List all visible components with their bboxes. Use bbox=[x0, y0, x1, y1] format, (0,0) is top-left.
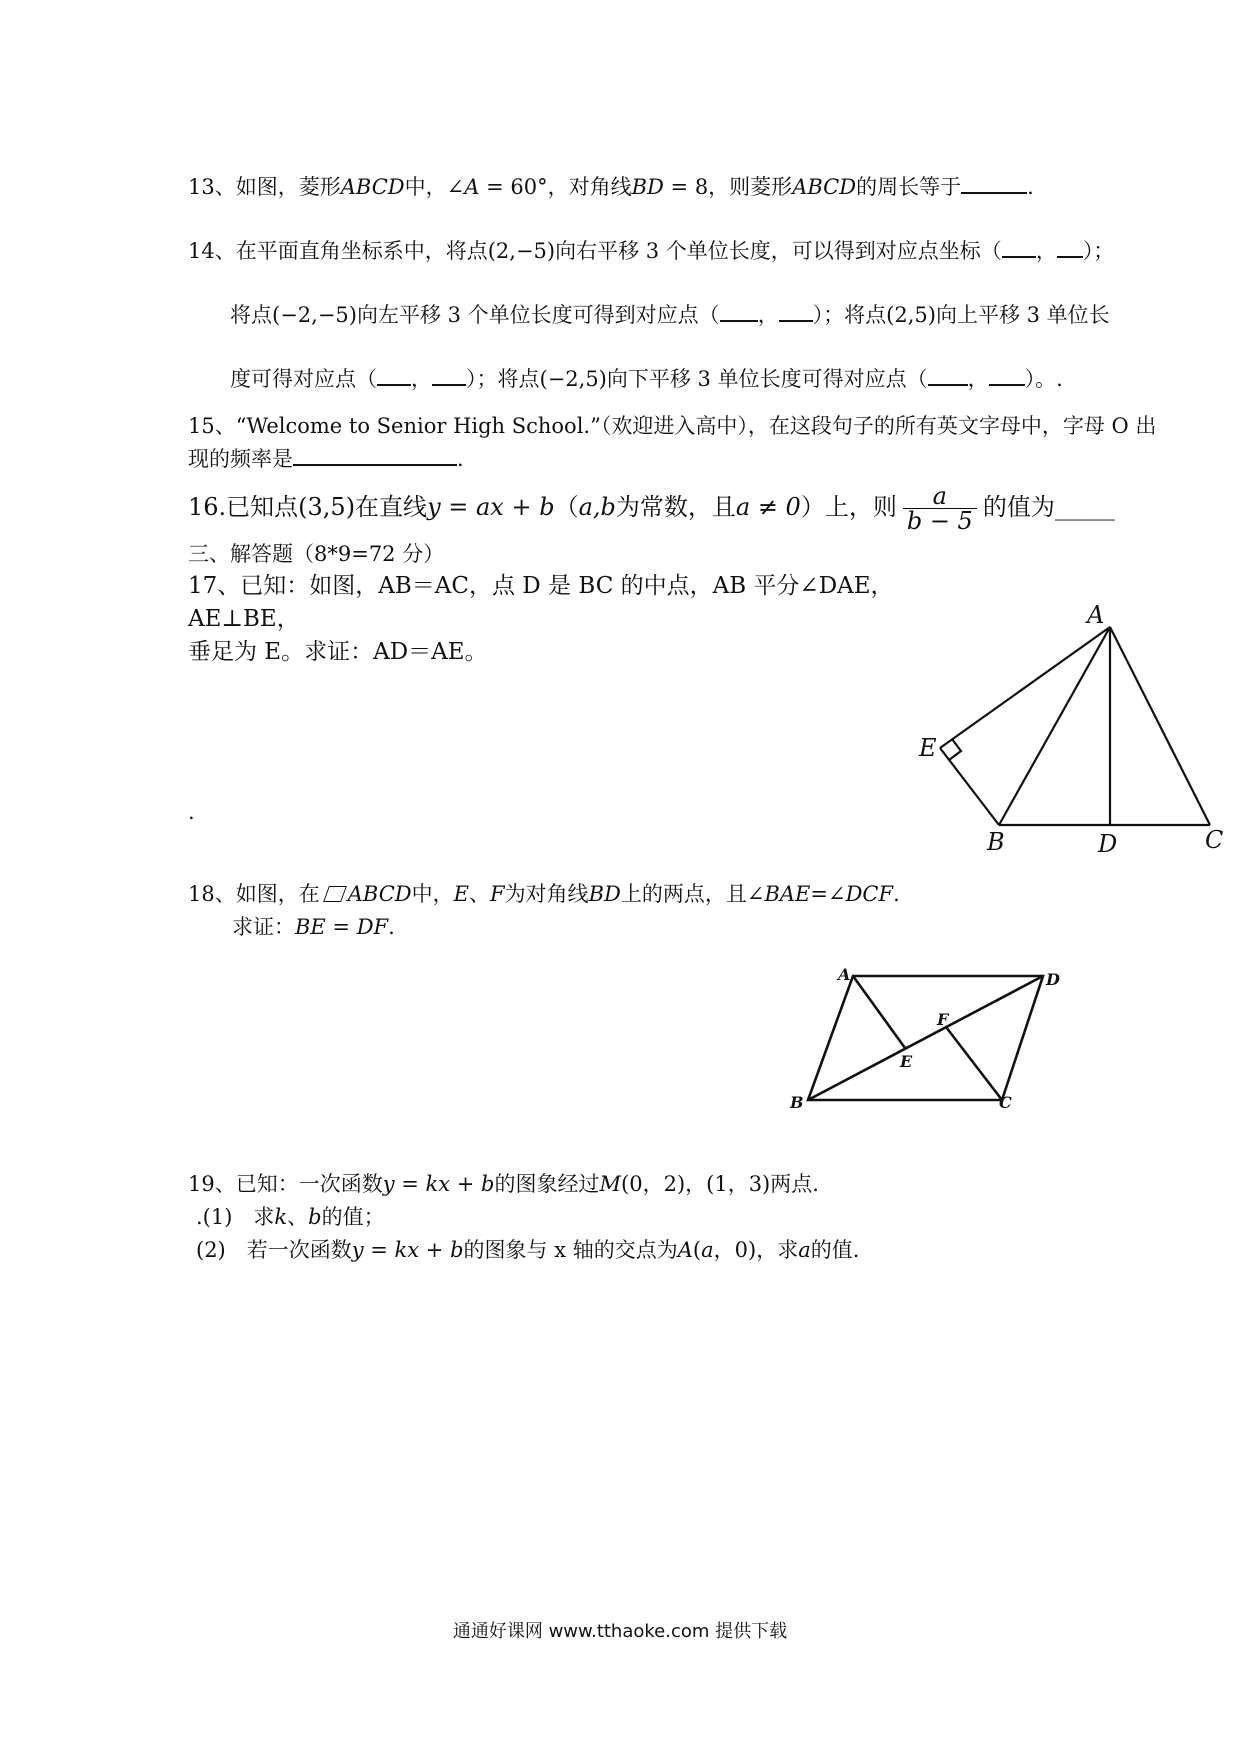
q16-ab: a,b bbox=[578, 493, 616, 521]
question-19-line-3 bbox=[196, 1236, 859, 1264]
q15-end: . bbox=[457, 447, 464, 471]
label-c: C bbox=[1205, 826, 1224, 854]
q18-l1-end: . bbox=[893, 882, 900, 906]
q18-l2-end: . bbox=[388, 915, 395, 939]
segment-ae bbox=[940, 627, 1110, 748]
q19-point-a: A bbox=[677, 1238, 693, 1262]
q18-abcd: ABCD bbox=[347, 882, 412, 906]
q13-angle-a: A bbox=[464, 175, 480, 199]
q19-b: b bbox=[308, 1205, 322, 1229]
q18-f: F bbox=[489, 882, 505, 906]
q19-l3-text-c: 的图象与 x 轴的交点为 bbox=[463, 1238, 678, 1262]
question-13 bbox=[188, 172, 1034, 201]
q14-l3-mid: ）；将点(−2,5)向下平移 3 单位长度可得对应点（ bbox=[466, 367, 928, 391]
question-14-line-3 bbox=[230, 364, 1063, 393]
q13-bd: BD bbox=[631, 175, 664, 199]
q19-a-2: a bbox=[798, 1238, 811, 1262]
q14-blank-1 bbox=[1002, 236, 1036, 258]
q18-l1-text-i: 上的两点，且∠ bbox=[620, 882, 765, 906]
q14-blank-3 bbox=[720, 300, 758, 322]
q17-stray-dot bbox=[188, 798, 195, 826]
q13-text-g: = 8，则菱形 bbox=[663, 175, 793, 199]
q14-blank-7 bbox=[928, 364, 968, 386]
label-b: B bbox=[987, 828, 1005, 856]
question-14-line-1 bbox=[188, 236, 1114, 265]
q19-l1-text-a: 19、已知：一次函数 bbox=[188, 1172, 383, 1196]
q14-l3-text: 度可得对应点（ bbox=[230, 367, 377, 391]
question-18-line-2 bbox=[232, 913, 395, 941]
q19-l3-end: 的值. bbox=[810, 1238, 860, 1262]
q19-equation: y = kx + b bbox=[382, 1172, 495, 1196]
q13-abcd-2: ABCD bbox=[792, 175, 857, 199]
q14-blank-5 bbox=[377, 364, 411, 386]
q16-text-a: 16.已知点(3,5)在直线 bbox=[188, 493, 428, 521]
q17-l2-text: AE⊥BE， bbox=[188, 606, 300, 632]
q15-l1-text: 15、“Welcome to Senior High School.”（欢迎进入高中），在这段句子的所有英文字母中，字母 O 出 bbox=[188, 414, 1157, 438]
fraction-denominator: b − 5 bbox=[906, 507, 973, 535]
q17-dot: . bbox=[188, 800, 195, 824]
q19-paren: ( bbox=[692, 1238, 702, 1262]
label-d: D bbox=[1098, 830, 1118, 858]
label-e: E bbox=[900, 1052, 913, 1071]
parallelogram-abcd bbox=[808, 976, 1043, 1100]
q19-l3-text-g: ，0)，求 bbox=[713, 1238, 799, 1262]
q14-blank-2 bbox=[1057, 236, 1083, 258]
question-14-line-2 bbox=[230, 300, 1110, 329]
segment-cf bbox=[946, 1027, 1002, 1100]
q14-blank-6 bbox=[432, 364, 466, 386]
q14-l3-close: ）。. bbox=[1024, 367, 1063, 391]
question-19-line-2 bbox=[196, 1203, 385, 1231]
q13-text-e: = 60°，对角线 bbox=[479, 175, 632, 199]
q14-l1-text: 14、在平面直角坐标系中，将点(2,−5)向右平移 3 个单位长度，可以得到对应点坐标（ bbox=[188, 239, 1002, 263]
triangle-lines bbox=[940, 627, 1210, 825]
q16-text-c: （ bbox=[554, 493, 579, 521]
q16-text-e: 为常数，且 bbox=[615, 493, 736, 521]
q19-equation-2: y = kx + b bbox=[351, 1238, 464, 1262]
q16-equation: y = ax + b bbox=[427, 493, 555, 521]
q14-l2-close: ）；将点(2,5)向上平移 3 单位长 bbox=[812, 303, 1110, 327]
q19-k: k bbox=[274, 1205, 288, 1229]
q17-l1-text: 17、已知：如图，AB＝AC，点 D 是 BC 的中点，AB 平分∠DAE， bbox=[188, 573, 894, 599]
parallelogram-symbol bbox=[323, 886, 347, 902]
q16-text-g: ）上，则 bbox=[800, 493, 897, 521]
q14-blank-8 bbox=[989, 364, 1025, 386]
q18-l1-text-g: 为对角线 bbox=[504, 882, 589, 906]
label-e: E bbox=[919, 734, 937, 762]
section-heading bbox=[188, 540, 444, 568]
question-17-line-1 bbox=[188, 570, 894, 602]
q16-fraction bbox=[903, 484, 977, 533]
side-ab bbox=[999, 627, 1110, 825]
q18-l1-text-a: 18、如图，在 bbox=[188, 882, 320, 906]
right-angle-marker bbox=[949, 739, 961, 760]
q18-dcf: DCF bbox=[845, 882, 894, 906]
q15-answer-blank bbox=[293, 444, 457, 466]
q14-l2-text: 将点(−2,−5)向左平移 3 个单位长度可得到对应点（ bbox=[230, 303, 720, 327]
q13-text-i: 的周长等于 bbox=[856, 175, 962, 199]
label-a: A bbox=[838, 965, 851, 984]
label-d: D bbox=[1046, 970, 1060, 989]
q18-bd: BD bbox=[588, 882, 621, 906]
q13-abcd: ABCD bbox=[340, 175, 405, 199]
question-16 bbox=[188, 482, 1115, 533]
question-17-line-3 bbox=[188, 636, 488, 668]
q18-sep: 、 bbox=[468, 882, 490, 906]
q13-text-a: 13、如图，菱形 bbox=[188, 175, 341, 199]
q14-blank-4 bbox=[779, 300, 813, 322]
q18-eq: =∠ bbox=[810, 882, 846, 906]
q19-l2-end: 的值； bbox=[321, 1205, 385, 1229]
question-17-line-2 bbox=[188, 603, 300, 635]
question-15-line-1 bbox=[188, 412, 1156, 440]
q18-l1-text-c: 中， bbox=[411, 882, 454, 906]
question-19-line-1 bbox=[188, 1170, 819, 1198]
q15-l2-text: 现的频率是 bbox=[188, 447, 293, 471]
segment-ae bbox=[853, 976, 905, 1048]
q16-condition: a ≠ 0 bbox=[735, 493, 801, 521]
fraction-numerator: a bbox=[903, 484, 977, 509]
question-18-line-1 bbox=[188, 880, 900, 908]
q13-answer-blank bbox=[961, 172, 1027, 194]
q14-l2-comma: ， bbox=[757, 303, 779, 327]
q14-l1-comma: ， bbox=[1035, 239, 1057, 263]
q19-l2-sep: 、 bbox=[287, 1205, 309, 1229]
q14-l3-comma-2: ， bbox=[967, 367, 989, 391]
q16-text-h: 的值为_____ bbox=[982, 493, 1115, 521]
parallelogram-lines bbox=[808, 976, 1043, 1100]
q18-bae: BAE bbox=[764, 882, 811, 906]
q19-l1-text-c: 的图象经过 bbox=[494, 1172, 600, 1196]
q17-l3-text: 垂足为 E。求证：AD＝AE。 bbox=[188, 639, 488, 665]
label-f: F bbox=[937, 1010, 949, 1029]
q18-l2-text-a: 求证： bbox=[232, 915, 295, 939]
segment-be bbox=[940, 748, 999, 825]
side-ac bbox=[1110, 627, 1210, 825]
diagonal-bd bbox=[808, 976, 1043, 1100]
q19-l1-text-e: (0，2)，(1，3)两点. bbox=[621, 1172, 819, 1196]
page-footer: 通通好课网 www.tthaoke.com 提供下载 bbox=[452, 1621, 788, 1642]
q19-l3-text-a: (2) 若一次函数 bbox=[196, 1238, 352, 1262]
q13-text-c: 中，∠ bbox=[404, 175, 465, 199]
q18-e: E bbox=[453, 882, 469, 906]
q19-a: a bbox=[701, 1238, 714, 1262]
q19-m: M bbox=[599, 1172, 622, 1196]
q19-l2-text-a: .(1) 求 bbox=[196, 1205, 275, 1229]
q13-end: . bbox=[1027, 175, 1034, 199]
q14-l1-close: ）； bbox=[1082, 239, 1115, 263]
label-c: C bbox=[999, 1093, 1012, 1112]
q14-l3-comma: ， bbox=[411, 367, 432, 391]
question-15-line-2 bbox=[188, 444, 464, 473]
label-b: B bbox=[790, 1093, 804, 1112]
label-a: A bbox=[1087, 601, 1105, 629]
q18-claim: BE = DF bbox=[295, 915, 389, 939]
section-3-title: 三、解答题（8*9=72 分） bbox=[188, 542, 445, 566]
